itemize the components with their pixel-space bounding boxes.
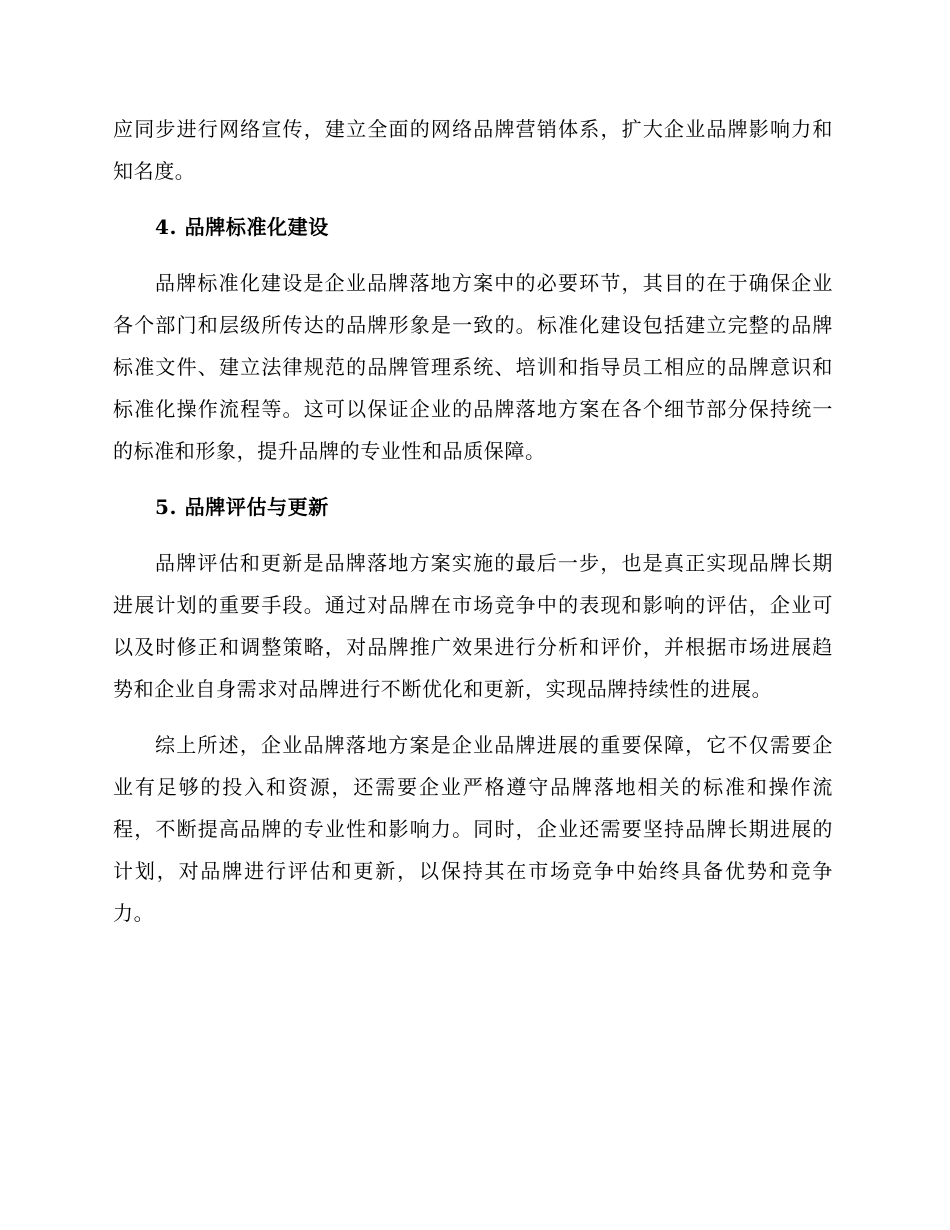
document-body xyxy=(113,108,833,934)
spacer xyxy=(113,248,833,262)
paragraph-conclusion: 综上所述，企业品牌落地方案是企业品牌进展的重要保障，它不仅需要企业有足够的投入和资源，还需要企业严格遵守品牌落地相关的标准和操作流程，不断提高品牌的专业性和影响力。同时，企业还需要坚持品牌长期进展的计划，对品牌进行评估和更新，以保持其在市场竞争中始终具备优势和竞争力。 xyxy=(113,733,833,925)
paragraph-intro-tail: 应同步进行网络宣传，建立全面的网络品牌营销体系，扩大企业品牌影响力和知名度。 xyxy=(113,117,833,183)
section-heading-5: 5. 品牌评估与更新 xyxy=(155,495,329,519)
paragraph-section-5: 品牌评估和更新是品牌落地方案实施的最后一步，也是真正实现品牌长期进展计划的重要手段。通过对品牌在市场竞争中的表现和影响的评估，企业可以及时修正和调整策略，对品牌推广效果进行分析和评价，并根据市场进展趋势和企业自身需求对品牌进行不断优化和更新，实现品牌持续性的进展。 xyxy=(113,551,833,701)
section-heading-4: 4. 品牌标准化建设 xyxy=(155,215,329,239)
spacer xyxy=(113,710,833,724)
spacer xyxy=(113,528,833,542)
paragraph-section-4: 品牌标准化建设是企业品牌落地方案中的必要环节，其目的在于确保企业各个部门和层级所传达的品牌形象是一致的。标准化建设包括建立完整的品牌标准文件、建立法律规范的品牌管理系统、培训和指导员工相应的品牌意识和标准化操作流程等。这可以保证企业的品牌落地方案在各个细节部分保持统一的标准和形象，提升品牌的专业性和品质保障。 xyxy=(113,271,833,463)
spacer xyxy=(113,472,833,486)
spacer xyxy=(113,192,833,206)
